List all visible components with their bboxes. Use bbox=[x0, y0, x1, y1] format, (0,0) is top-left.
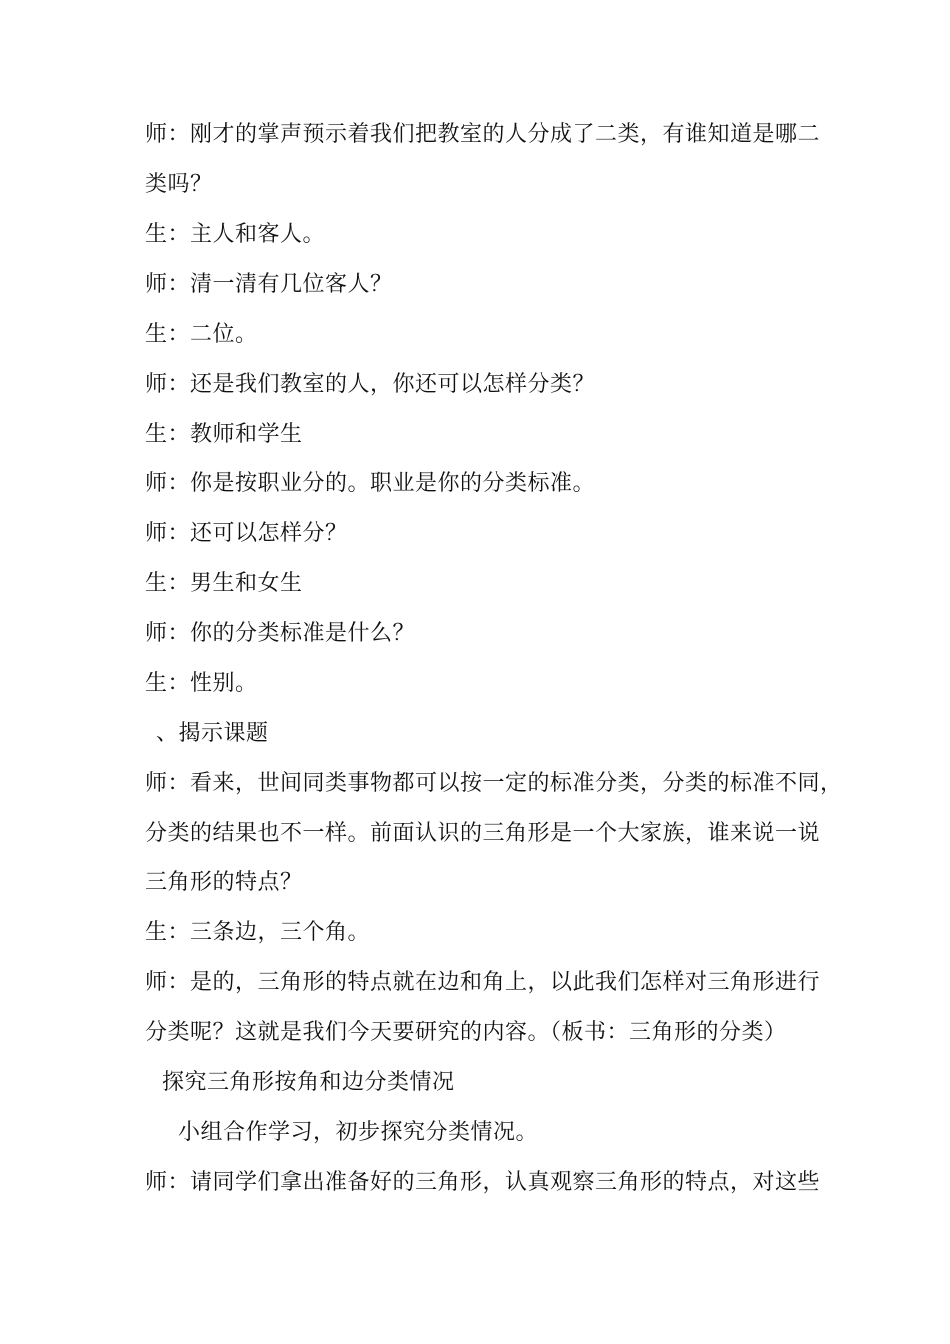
text-line: 师：请同学们拿出准备好的三角形，认真观察三角形的特点，对这些 bbox=[145, 1170, 821, 1195]
sub-heading: 小组合作学习，初步探究分类情况。 bbox=[178, 1120, 539, 1145]
text-line: 师：刚才的掌声预示着我们把教室的人分成了二类，有谁知道是哪二 bbox=[145, 122, 821, 147]
text-line: 师：看来，世间同类事物都可以按一定的标准分类，分类的标准不同， bbox=[145, 771, 843, 796]
text-line: 生：三条边，三个角。 bbox=[145, 920, 371, 945]
text-line: 分类的结果也不一样。前面认识的三角形是一个大家族，谁来说一说 bbox=[145, 821, 821, 846]
text-line: 师：你是按职业分的。职业是你的分类标准。 bbox=[145, 471, 596, 496]
text-line: 三角形的特点？ bbox=[145, 870, 303, 895]
section-heading: 、揭示课题 bbox=[156, 721, 269, 746]
text-line: 生：教师和学生 bbox=[145, 422, 303, 447]
text-line: 生：男生和女生 bbox=[145, 571, 303, 596]
text-line: 生：主人和客人。 bbox=[145, 222, 326, 247]
text-line: 生：二位。 bbox=[145, 322, 258, 347]
text-line: 生：性别。 bbox=[145, 671, 258, 696]
text-line: 师：还可以怎样分？ bbox=[145, 521, 348, 546]
text-line: 类吗？ bbox=[145, 172, 213, 197]
text-line: 师：是的，三角形的特点就在边和角上，以此我们怎样对三角形进行 bbox=[145, 970, 821, 995]
text-line: 师：还是我们教室的人，你还可以怎样分类？ bbox=[145, 372, 596, 397]
text-line: 师：你的分类标准是什么？ bbox=[145, 621, 416, 646]
text-line: 师：清一清有几位客人？ bbox=[145, 272, 393, 297]
text-line: 分类呢？这就是我们今天要研究的内容。（板书：三角形的分类） bbox=[145, 1020, 787, 1045]
section-heading: 探究三角形按角和边分类情况 bbox=[162, 1070, 455, 1095]
